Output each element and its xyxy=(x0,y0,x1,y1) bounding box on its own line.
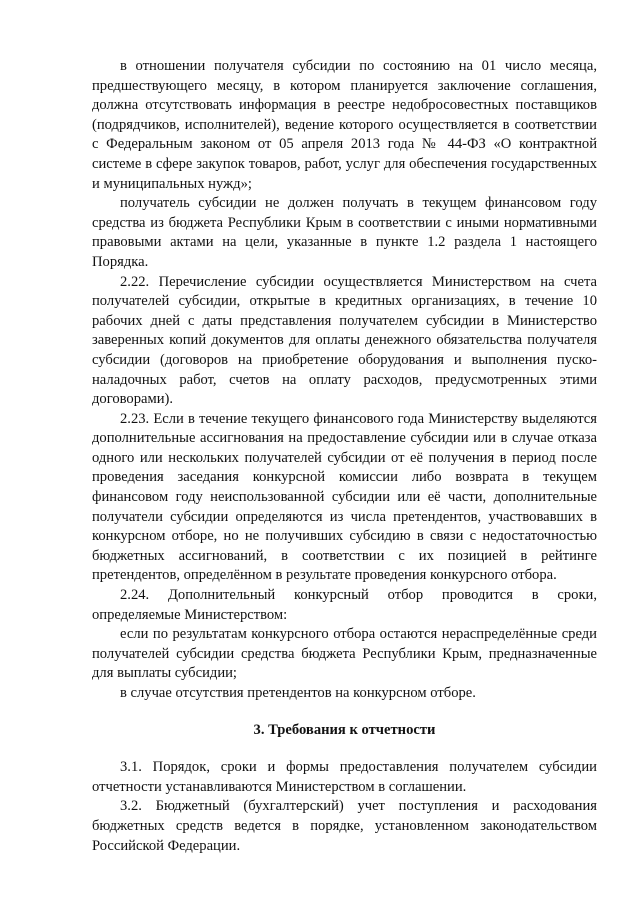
paragraph-2-23: 2.23. Если в течение текущего финансового года Министерству выделяются дополнительные ассигнования на предоставление субсидии или в случае отказа одного или нескольких получателей субсидии от её получения в период после проведения заседания конкурсной комиссии либо возврата в текущем финансовом году неиспользованной субсидии или её части, дополнительные получатели субсидии определяются из числа претендентов, участвовавших в конкурсном отборе, но не получивших субсидию в связи с недостаточностью бюджетных ассигнований, в соответствии с их позицией в рейтинге претендентов, определённом в результате проведения конкурсного отбора. xyxy=(92,410,597,584)
document-page xyxy=(92,57,597,856)
section-heading-3: 3. Требования к отчетности xyxy=(253,721,436,738)
paragraph-3-1: 3.1. Порядок, сроки и формы предоставления получателем субсидии отчетности устанавливаются Министерством в соглашении. xyxy=(92,759,597,795)
paragraph-registry-requirement: в отношении получателя субсидии по состоянию на 01 число месяца, предшествующего месяцу, в котором планируется заключение соглашения, должна отсутствовать информация в реестре недобросовестных поставщиков (подрядчиков, исполнителей), ведение которого осуществляется в соответствии с Федеральным законом от 05 апреля 2013 года № 44-ФЗ «О контрактной системе в сфере закупок товаров, работ, услуг для обеспечения государственных и муниципальных нужд»; xyxy=(92,58,597,192)
paragraph-no-other-funds: получатель субсидии не должен получать в текущем финансовом году средства из бюджета Республики Крым в соответствии с иными нормативными правовыми актами на цели, указанные в пункте 1.2 раздела 1 настоящего Порядка. xyxy=(92,195,597,270)
paragraph-3-2: 3.2. Бюджетный (бухгалтерский) учет поступления и расходования бюджетных средств ведется в порядке, установленном законодательством Российской Федерации. xyxy=(92,798,597,854)
paragraph-2-22: 2.22. Перечисление субсидии осуществляется Министерством на счета получателей субсидии, открытые в кредитных организациях, в течение 10 рабочих дней с даты представления получателем субсидии в Министерство заверенных копий документов для оплаты денежного обязательства получателя субсидии (договоров на приобретение оборудования и выполнения пуско-наладочных работ, счетов на оплату расходов, предусмотренных этими договорами). xyxy=(92,273,597,408)
paragraph-undistributed-funds: если по результатам конкурсного отбора остаются нераспределённые среди получателей субсидии средства бюджета Республики Крым, предназначенные для выплаты субсидии; xyxy=(92,626,597,682)
paragraph-no-applicants: в случае отсутствия претендентов на конкурсном отборе. xyxy=(120,685,476,701)
paragraph-2-24: 2.24. Дополнительный конкурсный отбор проводится в сроки, определяемые Министерством: xyxy=(92,587,597,623)
